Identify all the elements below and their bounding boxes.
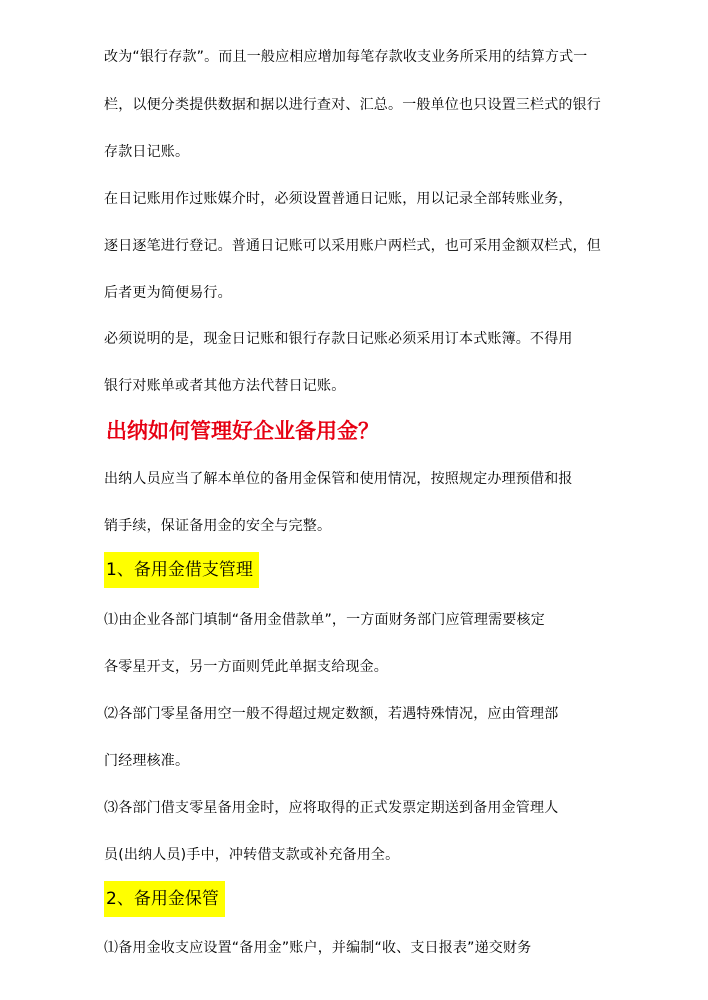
paragraph-line: 逐日逐笔进行登记。普通日记账可以采用账户两栏式，也可采用金额双栏式，但: [104, 238, 601, 254]
subsection-title-custody: 2、备用金保管: [104, 881, 225, 917]
subsection-title-borrowing: 1、备用金借支管理: [104, 552, 259, 588]
paragraph-line: 银行对账单或者其他方法代替日记账。: [104, 378, 346, 394]
intro-line: 销手续，保证备用金的安全与完整。: [104, 518, 332, 534]
list-item: 门经理核准。: [104, 753, 190, 769]
list-item: ⑴由企业各部门填制“备用金借款单”，一方面财务部门应管理需要核定: [104, 612, 545, 628]
paragraph-line: 必须说明的是，现金日记账和银行存款日记账必须采用订本式账簿。不得用: [104, 331, 573, 347]
section-heading: 出纳如何管理好企业备用金？: [106, 418, 379, 443]
paragraph-line: 栏，以便分类提供数据和据以进行查对、汇总。一般单位也只设置三栏式的银行: [104, 97, 601, 113]
list-item: ⑵各部门零星备用空一般不得超过规定数额，若遇特殊情况，应由管理部: [104, 706, 559, 722]
list-item: ⑶各部门借支零星备用金时，应将取得的正式发票定期送到备用金管理人: [104, 800, 559, 816]
list-item: 员(出纳人员)手中，冲转借支款或补充备用全。: [104, 847, 400, 863]
paragraph-line: 改为“银行存款”。而且一般应相应增加每笔存款收支业务所采用的结算方式一: [104, 49, 588, 65]
paragraph-line: 在日记账用作过账媒介时，必须设置普通日记账，用以记录全部转账业务，: [104, 191, 573, 207]
list-item: ⑴备用金收支应设置“备用金”账户，并编制“收、支日报表”递交财务: [104, 940, 532, 956]
intro-line: 出纳人员应当了解本单位的备用金保管和使用情况，按照规定办理预借和报: [104, 471, 573, 487]
paragraph-line: 后者更为简便易行。: [104, 285, 232, 301]
paragraph-line: 存款日记账。: [104, 144, 190, 160]
list-item: 各零星开支，另一方面则凭此单据支给现金。: [104, 659, 388, 675]
